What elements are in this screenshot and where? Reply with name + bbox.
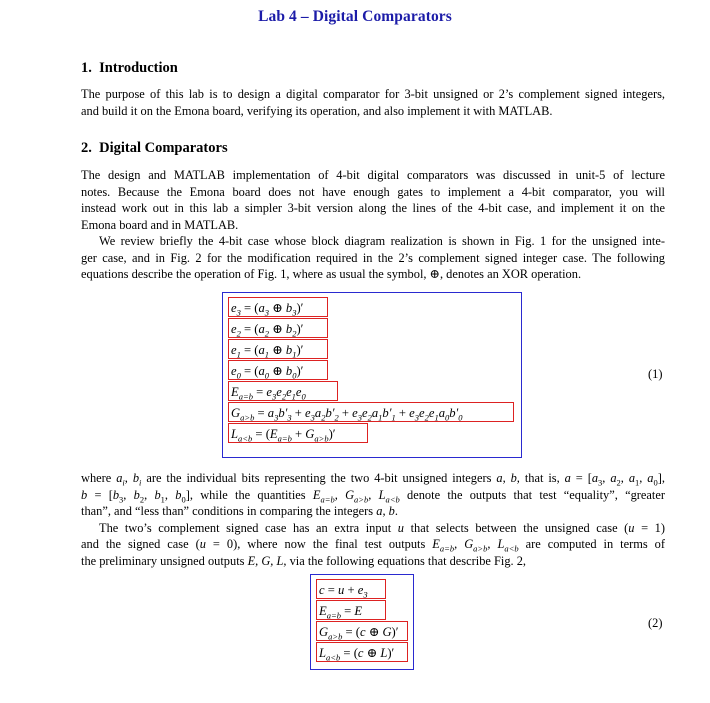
equation-greater: $G_{a>b} = a_3b'_3 + e_3a_2b'_2 + e_3e_2a_1b'_1 + e_3e_2e_1a_0b'_0$ <box>228 402 514 422</box>
equation-less-2: $L_{a<b} = (c$ ⊕ L)′ <box>316 642 408 662</box>
equation-equal-2: $E_{a=b} = E$ <box>316 600 386 620</box>
equation-block-2 <box>310 574 414 670</box>
text-line: $b = [b_3$, $b_2$, $b_1$, $b_0$], while the quantities $E_{a=b}$, $G_{a>b}$, $L_{a<b}$ denote the outputs that test “equality”, “greater <box>81 487 665 505</box>
intro-paragraph <box>81 86 665 119</box>
text-line: notes. Because the Emona board does not have enough gates to implement a 4-bit comparator, you will <box>81 184 665 199</box>
equation-c: $c = u + e_3$ <box>316 579 386 599</box>
section-number: 1. <box>81 60 92 76</box>
text-line: and the signed case (u = 0), where now the final test outputs $E_{a=b}$, $G_{a>b}$, $L_{a<b}$ are computed in terms of <box>81 537 665 554</box>
equation-e3: $e_3 = (a_3$ ⊕ $b_3)'$ <box>228 297 328 317</box>
section-number: 2. <box>81 140 92 156</box>
text-line: instead work out in this lab a simpler 3-bit version along the lines of the 4-bit case, and implement it on the <box>81 201 665 216</box>
equation-number-2: (2) <box>648 616 663 630</box>
equation-e2: $e_2 = (a_2$ ⊕ $b_2)'$ <box>228 318 328 338</box>
equation-block-1 <box>222 292 522 458</box>
section-title: Digital Comparators <box>99 140 228 156</box>
page-title: Lab 4 – Digital Comparators <box>258 8 452 25</box>
text-line: than”, and “less than” conditions in comparing the integers a, b. <box>81 504 398 519</box>
text-line: and build it on the Emona board, verifying its operation, and also implement it with MATLAB. <box>81 103 553 118</box>
equation-number-1: (1) <box>648 367 663 381</box>
text-line: The design and MATLAB implementation of 4-bit digital comparators was discussed in unit-5 of lecture <box>81 168 665 182</box>
text-line: Emona board and in MATLAB. <box>81 217 239 232</box>
text-line: where $a_i$, $b_i$ are the individual bits representing the two 4-bit unsigned integers a, b, that is, $a = [a_3$, $a_2$, $a_1$, $a_0$], <box>81 471 665 488</box>
comparators-paragraph-1 <box>81 167 665 233</box>
section-heading-digital-comparators <box>81 140 228 157</box>
text-line: the preliminary unsigned outputs E, G, L, via the following equations that describe Fig. 2, <box>81 553 527 568</box>
text-line: The two’s complement signed case has an extra input u that selects between the unsigned case (u = 1) <box>99 520 665 535</box>
equation-equal: $E_{a=b} = e_3e_2e_1e_0$ <box>228 381 338 401</box>
text-line: ger case, and in Fig. 2 for the modification required in the 2’s complement signed integer case. The following <box>81 250 665 265</box>
equation-greater-2: $G_{a>b} = (c$ ⊕ G)′ <box>316 621 408 641</box>
equation-e1: $e_1 = (a_1$ ⊕ $b_1)'$ <box>228 339 328 359</box>
variables-paragraph <box>81 470 665 570</box>
text-line: The purpose of this lab is to design a digital comparator for 3-bit unsigned or 2’s complement signed integers, <box>81 87 665 101</box>
comparators-paragraph-2 <box>81 233 665 283</box>
text-line: equations describe the operation of Fig. 1, where as usual the symbol, ⊕, denotes an XOR operation. <box>81 267 582 282</box>
section-heading-introduction <box>81 60 178 77</box>
section-title: Introduction <box>99 60 178 76</box>
text-line: We review briefly the 4-bit case whose block diagram realization is shown in Fig. 1 for the unsigned inte- <box>99 234 665 248</box>
equation-less: $L_{a<b} = (E_{a=b} + G_{a>b})'$ <box>228 423 368 443</box>
equation-e0: $e_0 = (a_0$ ⊕ $b_0)'$ <box>228 360 328 380</box>
